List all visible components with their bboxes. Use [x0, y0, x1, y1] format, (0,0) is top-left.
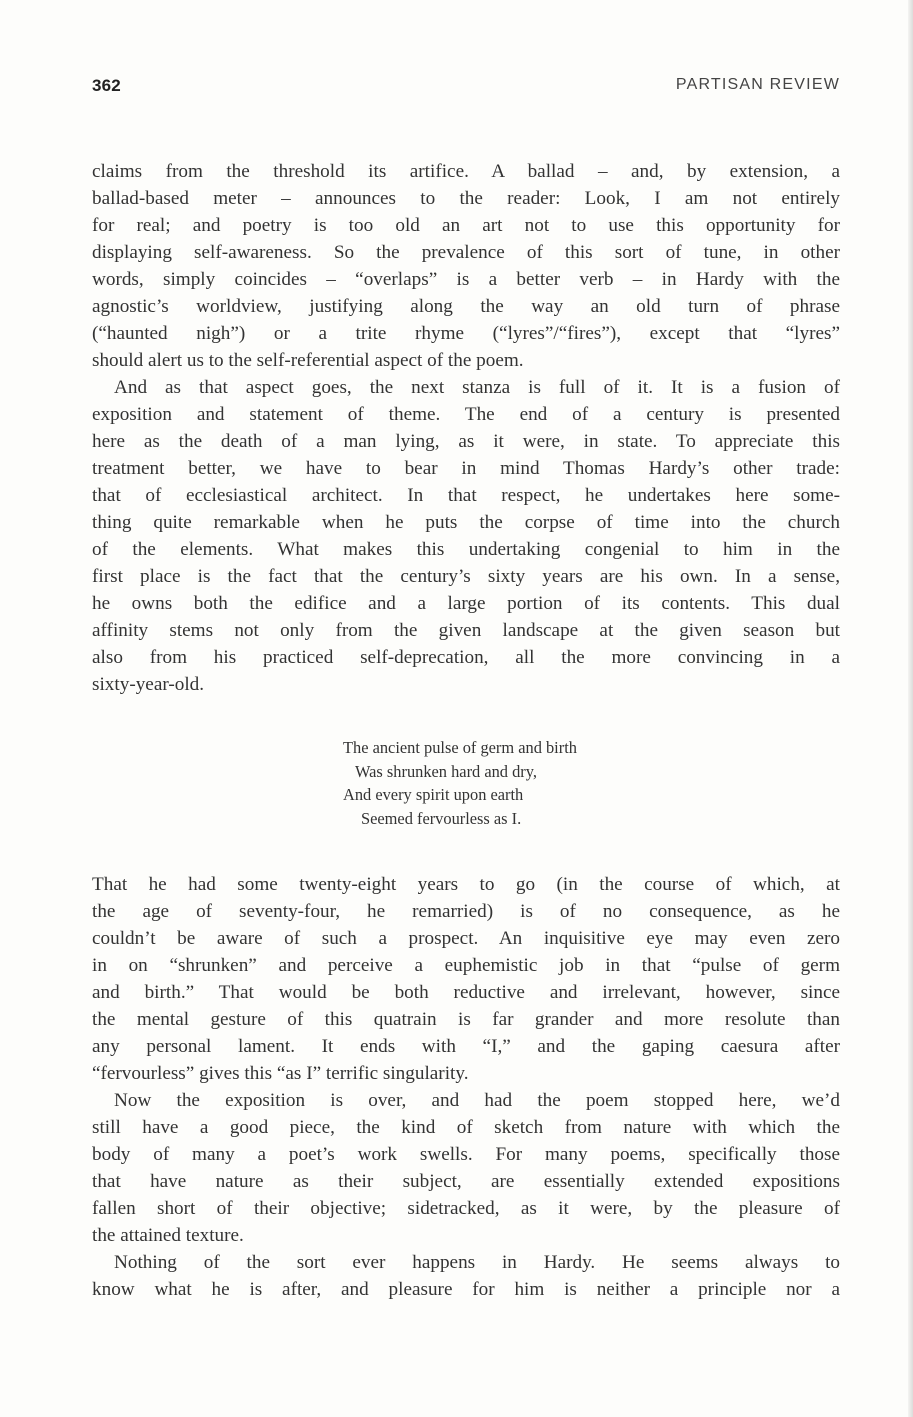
text-line: here as the death of a man lying, as it were, in state. To appreciate this	[92, 431, 840, 452]
text-line: treatment better, we have to bear in mind Thomas Hardy’s other trade:	[92, 458, 840, 479]
text-line: (“haunted nigh”) or a trite rhyme (“lyres”/“fires”), except that “lyres”	[92, 323, 840, 344]
text-line: know what he is after, and pleasure for him is neither a principle nor a	[92, 1279, 840, 1300]
text-line: agnostic’s worldview, justifying along the way an old turn of phrase	[92, 296, 840, 317]
text-line: body of many a poet’s work swells. For many poems, specifically those	[92, 1144, 840, 1165]
running-head: PARTISAN REVIEW	[675, 76, 840, 93]
text-line: displaying self-awareness. So the prevalence of this sort of tune, in other	[92, 242, 840, 263]
poem-line: And every spirit upon earth	[343, 785, 524, 804]
text-line: first place is the fact that the century’s sixty years are his own. In a sense,	[92, 566, 840, 587]
page-header	[92, 76, 840, 100]
text-line: in on “shrunken” and perceive a euphemistic job in that “pulse of germ	[92, 955, 840, 976]
poem-line: Seemed fervourless as I.	[361, 808, 522, 828]
page-number: 362	[92, 76, 121, 95]
text-line: couldn’t be aware of such a prospect. An inquisitive eye may even zero	[92, 928, 840, 949]
paragraph-4	[92, 1087, 840, 1249]
text-line: should alert us to the self-referential aspect of the poem.	[92, 350, 524, 371]
text-line: affinity stems not only from the given landscape at the given season but	[92, 620, 840, 641]
text-line: “fervourless” gives this “as I” terrific singularity.	[92, 1063, 469, 1084]
text-line: he owns both the edifice and a large portion of its contents. This dual	[92, 593, 840, 614]
body-text-bottom	[92, 871, 840, 1303]
text-line: Nothing of the sort ever happens in Hardy. He seems always to	[114, 1252, 840, 1273]
poem-line: Was shrunken hard and dry,	[355, 761, 537, 781]
text-line: still have a good piece, the kind of sketch from nature with which the	[92, 1117, 840, 1138]
text-line: of the elements. What makes this undertaking congenial to him in the	[92, 539, 840, 560]
text-line: ballad-based meter – announces to the reader: Look, I am not entirely	[92, 188, 840, 209]
text-line: also from his practiced self-deprecation, all the more convincing in a	[92, 647, 840, 668]
paragraph-5	[92, 1249, 840, 1303]
text-line: And as that aspect goes, the next stanza is full of it. It is a fusion of	[114, 377, 840, 398]
text-line: exposition and statement of theme. The end of a century is presented	[92, 404, 840, 425]
poem-line: The ancient pulse of germ and birth	[343, 738, 577, 757]
text-line: and birth.” That would be both reductive and irrelevant, however, since	[92, 982, 840, 1003]
text-line: Now the exposition is over, and had the poem stopped here, we’d	[114, 1090, 840, 1111]
text-line: sixty-year-old.	[92, 674, 205, 695]
text-line: any personal lament. It ends with “I,” and the gaping caesura after	[92, 1036, 840, 1057]
text-line: the mental gesture of this quatrain is far grander and more resolute than	[92, 1009, 840, 1030]
text-line: the age of seventy-four, he remarried) is of no consequence, as he	[92, 901, 840, 922]
paragraph-1	[92, 158, 840, 374]
text-line: that have nature as their subject, are essentially extended expositions	[92, 1171, 840, 1192]
text-line: fallen short of their objective; sidetracked, as it were, by the pleasure of	[92, 1198, 840, 1219]
text-line: the attained texture.	[92, 1225, 244, 1246]
text-line: for real; and poetry is too old an art not to use this opportunity for	[92, 215, 840, 236]
paragraph-3	[92, 871, 840, 1087]
text-line: claims from the threshold its artifice. A ballad – and, by extension, a	[92, 161, 840, 182]
text-line: words, simply coincides – “overlaps” is a better verb – in Hardy with the	[92, 269, 840, 290]
body-text-top	[92, 158, 840, 698]
page-edge-shadow	[908, 0, 913, 1417]
poem-quatrain	[343, 736, 577, 830]
text-line: that of ecclesiastical architect. In that respect, he undertakes here some-	[92, 485, 840, 506]
paragraph-2	[92, 374, 840, 698]
text-line: That he had some twenty-eight years to go (in the course of which, at	[92, 874, 840, 895]
text-line: thing quite remarkable when he puts the corpse of time into the church	[92, 512, 840, 533]
